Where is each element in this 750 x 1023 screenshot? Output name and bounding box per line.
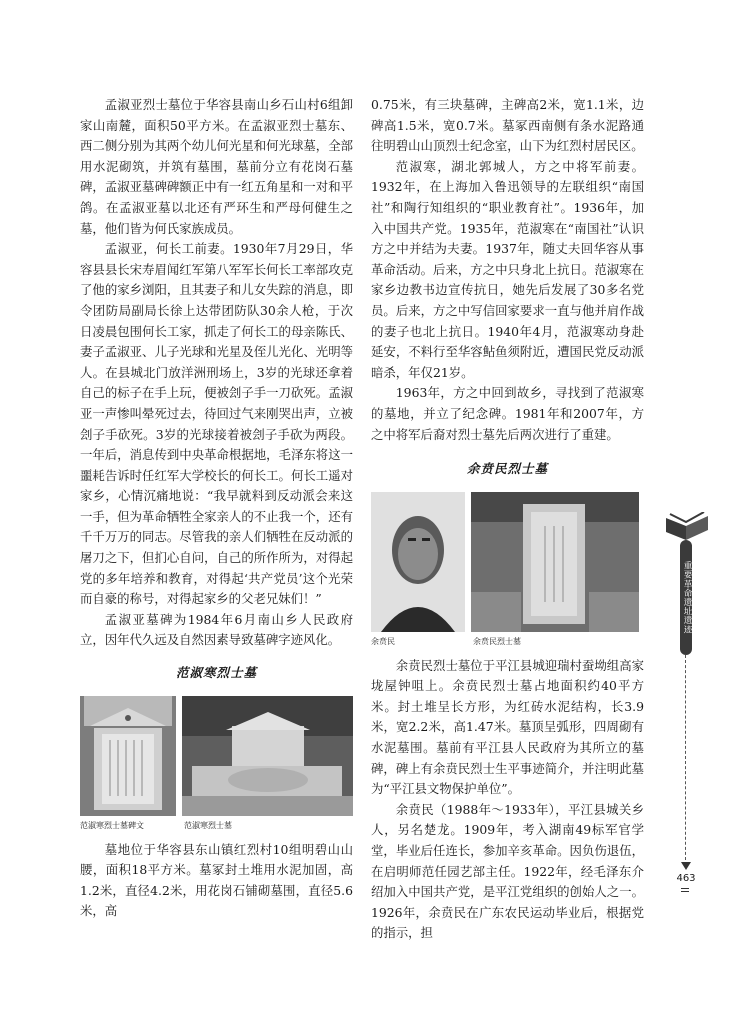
divider <box>685 655 687 865</box>
yu-benmin-tomb-photo <box>471 492 639 632</box>
paragraph: 余贲民烈士墓位于平江县城迎瑞村蚕坳组高家垅屋钟咀上。余贲民烈士墓占地面积约40平方米。封土堆呈长方形，为红砖水泥结构，长3.9米，宽2.2米，高1.47米。墓顶呈弧形，四周砌有水泥墓围。墓前有平江县人民政府为其所立的墓碑，碑上有余贲民烈士生平事迹简介，并注明此墓为“平江县文物保护单位”。 <box>371 657 644 797</box>
photo-caption: 余贲民烈士墓 <box>473 636 521 646</box>
chapter-tab: 重要革命遗址遗迹 <box>680 540 692 655</box>
photo-caption: 范淑寒烈士墓碑文 <box>80 820 144 830</box>
paragraph: 0.75米，有三块墓碑，主碑高2米，宽1.1米，边碑高1.5米，宽0.7米。墓冢西南侧有条水泥路通往明碧山山顶烈士纪念室，山下为红烈村居民区。 <box>371 97 644 154</box>
paragraph: 范淑寒，湖北郭城人，方之中将军前妻。1932年，在上海加入鲁迅领导的左联组织“南国社”和陶行知组织的“职业教育社”。1936年，加入中国共产党。1935年，范淑寒在“南国社”认识方之中并结为夫妻。1937年，随丈夫回华容从事革命活动。后来，方之中只身北上抗日。范淑寒在家乡边教书边宣传抗日，她先后发展了30多名党员。后来，方之中写信回家要求一直与他并肩作战的妻子也北上抗日。1940年4月，范淑寒动身赴延安，不料行至华容鲇鱼须附近，遭国民党反动派暗杀，年仅21岁。 <box>371 158 644 380</box>
tombstone-inscription-photo <box>80 696 176 816</box>
section-title-fan-shuhan: 范淑寒烈士墓 <box>175 665 257 681</box>
page-number: 463 <box>676 873 696 884</box>
paragraph: 孟淑亚烈士墓位于华容县南山乡石山村6组卸家山南麓，面积50平方米。在孟淑亚烈士墓东、西二侧分别为其两个幼儿何光星和何光球墓，全部用水泥砌筑，并筑有墓围，墓前分立有花岗石墓碑，孟淑亚墓碑碑额正中有一红五角星和一对和平鸽。在孟淑亚墓以北还有严环生和严母何健生之墓，他们皆为何氏家族成员。 <box>80 97 353 236</box>
yu-benmin-portrait-photo <box>371 492 465 632</box>
left-column <box>80 95 353 922</box>
divider <box>681 888 689 892</box>
photo-captions <box>371 636 644 648</box>
right-column <box>371 95 644 944</box>
photo-caption: 范淑寒烈士墓 <box>184 820 232 830</box>
paragraph: 余贲民（1988年～1933年），平江县城关乡人，另名楚龙。1909年，考入湖南49标军官学堂，毕业后任连长，参加辛亥革命。因负伤退伍，在启明师范任园艺部主任。1922年，经毛泽东介绍加入中国共产党，是平江党组织的创始人之一。1926年，余贲民在广东农民运动毕业后，根据党的指示，担 <box>371 801 644 941</box>
section-title-yu-benmin: 余贲民烈士墓 <box>466 461 548 477</box>
photo-row <box>80 696 353 816</box>
paragraph: 1963年，方之中回到故乡，寻找到了范淑寒的墓地，并立了纪念碑。1981年和2007年，方之中将军后裔对烈士墓先后两次进行了重建。 <box>371 385 644 442</box>
paragraph: 墓地位于华容县东山镇红烈村10组明碧山山腰，面积18平方米。墓冢封土堆用水泥加固，高1.2米，直径4.2米，用花岗石铺砌墓围，直径5.6米，高 <box>80 841 353 919</box>
fan-shuhan-tomb-photo <box>182 696 353 816</box>
paragraph: 孟淑亚，何长工前妻。1930年7月29日，华容县县长宋寿眉闻红军第八军军长何长工率部攻克了他的家乡浏阳，且其妻子和儿女失踪的消息，即令团防局副局长徐上达带团防队30余人枪，于次日凌晨包围何长工家，抓走了何长工的母亲陈氏、妻子孟淑亚、儿子光球和光星及侄儿光化、光明等人。在县城北门放洋洲刑场上，3岁的光球还拿着自己的标子在手上玩，便被刽子手一刀砍死。孟淑亚一声惨叫晕死过去，待回过气来刚哭出声，立被刽子手砍死。3岁的光球接着被刽子手砍为两段。一年后，消息传到中央革命根据地，毛泽东将这一噩耗告诉时任红军大学校长的何长工。何长工遥对家乡，心情沉痛地说：“我早就料到反动派会来这一手，但为革命牺牲全家亲人的不止我一个，还有千千万万的同志。尽管我的亲人们牺牲在反动派的屠刀之下，但扪心自问，自己的所作所为，对得起党的多年培养和教育，对得起‘共产党员’这个光荣而自豪的称号，对得起家乡的父老兄妹们！” <box>80 241 353 607</box>
photo-caption: 余贲民 <box>371 636 395 646</box>
photo-captions <box>80 820 353 832</box>
photo-row <box>371 492 644 632</box>
arrow-down-icon <box>681 862 691 870</box>
paragraph: 孟淑亚墓碑为1984年6月南山乡人民政府立，因年代久远及自然因素导致墓碑字迹风化。 <box>80 611 353 648</box>
